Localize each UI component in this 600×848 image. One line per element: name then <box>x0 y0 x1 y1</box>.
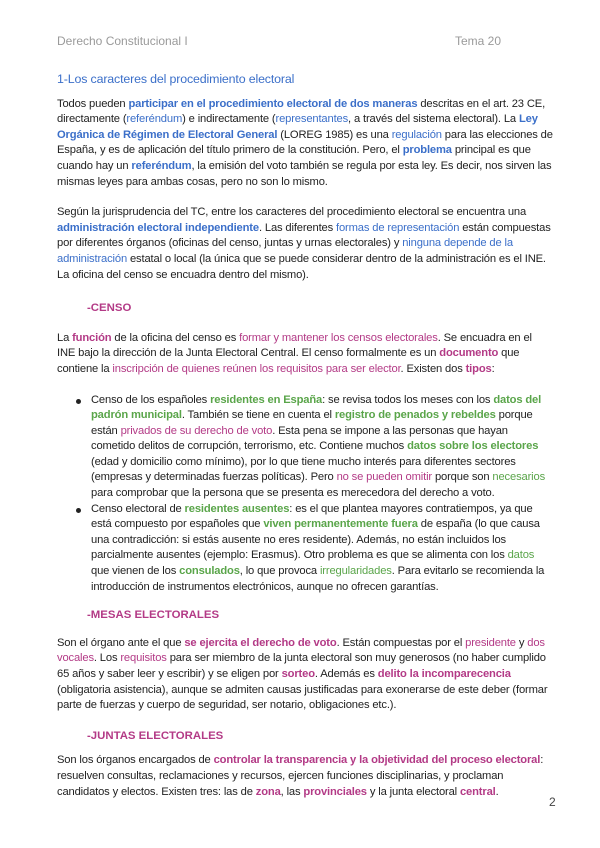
paragraph-juntas <box>57 753 553 800</box>
highlighted-text: central <box>459 785 496 798</box>
text-run: . También se tiene en cuenta el <box>181 409 335 422</box>
highlighted-text: consulados <box>179 565 240 578</box>
text-run: . <box>495 785 499 798</box>
highlighted-text: formar y mantener los censos electorales <box>239 331 438 344</box>
text-run: (edad y domicilio como mínimo), por lo que tiene mucho interés para diferentes sectores (empresas y determinadas fuerzas políticas). Pero <box>91 455 516 484</box>
text-run: principal es que cuando hay un <box>57 144 531 172</box>
highlighted-text: residentes en España <box>210 393 323 406</box>
header-course: Derecho Constitucional I <box>57 34 188 48</box>
highlighted-text: controlar la transparencia y la objetividad del proceso electoral <box>213 754 541 767</box>
highlighted-text: administración electoral independiente <box>57 221 259 234</box>
text-run: . Están compuestas por el <box>336 636 466 649</box>
highlighted-text: requisitos <box>120 652 167 665</box>
text-run: , la emisión del voto también se regula por esta ley. Es decir, nos sirven las mismas leyes para ambas cosas, pero no son lo mismo. <box>57 159 552 188</box>
highlighted-text: residentes ausentes <box>184 502 290 515</box>
text-run: La <box>57 331 73 344</box>
text-run: . Esta pena se impone a las personas que hayan cometido delitos de corrupción, terrorismo, etc. Contiene muchos <box>91 424 508 453</box>
text-run: . Los <box>93 652 121 665</box>
text-run: : <box>491 362 495 375</box>
text-run: . Las diferentes <box>258 221 337 234</box>
highlighted-text: provinciales <box>303 785 367 798</box>
highlighted-text: ninguna depende de la administración <box>57 237 513 265</box>
highlighted-text: irregularidades <box>319 565 392 578</box>
text-run: para comprobar que la persona que se presenta es merecedora del derecho a voto. <box>91 487 495 500</box>
text-run: para las elecciones de España, y es de aplicación del título primero de la constitución. Pero, el <box>57 128 553 157</box>
text-run: descritas en el art. 23 CE, directamente ( <box>57 97 546 126</box>
text-run: , a través del sistema electoral). La <box>348 113 519 126</box>
text-run: Son los órganos encargados de <box>57 754 214 767</box>
text-run: Según la jurisprudencia del TC, entre los caracteres del procedimiento electoral se encuentra una <box>57 206 527 219</box>
text-run: Son el órgano ante el que <box>57 636 185 649</box>
highlighted-text: no se pueden omitir <box>336 471 432 484</box>
text-run: estatal o local (la única que se puede considerar dentro de la administración es el INE. La oficina del censo se encuadra dentro del mismo). <box>57 252 546 281</box>
text-run: que vienen de los <box>91 565 180 578</box>
text-run: que contiene la <box>57 347 520 375</box>
highlighted-text: participar en el procedimiento electoral de dos maneras <box>128 97 418 110</box>
heading-censo: -CENSO <box>87 302 132 315</box>
text-run: : resuelven consultas, reclamaciones y recursos, ejercen funciones disciplinarias, y proclaman candidatos y electos. Existen tres: las de <box>57 754 544 798</box>
text-run: (LOREG 1985) es una <box>277 128 392 141</box>
highlighted-text: zona <box>255 785 281 798</box>
text-run: para ser miembro de la junta electoral son muy generosos (no haber cumplido 65 años y saber leer y escribir) y se eligen por <box>57 652 546 680</box>
highlighted-text: datos del padrón municipal <box>91 393 542 422</box>
highlighted-text: registro de penados y rebeldes <box>334 409 496 422</box>
paragraph-censo <box>57 331 553 378</box>
text-run: , las <box>280 785 304 798</box>
text-run: de españa (lo que causa una contradicción: si estás ausente no eres residente). Además, no están incluidos los parcialmente ausentes (ejemplo: Erasmus). Otro problema es que se alimenta con los <box>91 518 540 562</box>
highlighted-text: Ley Orgánica de Régimen de Electoral General <box>57 113 538 141</box>
highlighted-text: se ejercita el derecho de voto <box>184 636 337 649</box>
text-run: Censo de los españoles <box>91 393 211 406</box>
text-run: de la oficina del censo es <box>111 331 240 344</box>
highlighted-text: representantes <box>275 113 349 126</box>
text-run: porque son <box>432 471 493 484</box>
paragraph-mesas <box>57 636 553 714</box>
text-run: : es el que plantea mayores contratiempos, ya que está compuesto por españoles que <box>91 502 533 531</box>
highlighted-text: sorteo <box>281 668 315 680</box>
highlighted-text: formas de representación <box>336 221 460 234</box>
text-run: . Para evitarlo se recomienda la introducción de instrumentos electrónicos, aunque no ofrecen garantías. <box>91 565 545 593</box>
censo-types-list <box>57 393 553 596</box>
highlighted-text: presidente <box>465 636 516 649</box>
paragraph-jurisprudence <box>57 205 553 283</box>
paragraph-participation <box>57 97 553 191</box>
section-title: 1-Los caracteres del procedimiento electoral <box>57 72 295 86</box>
text-run: Censo electoral de <box>91 502 185 515</box>
highlighted-text: función <box>72 331 112 344</box>
highlighted-text: referéndum <box>126 113 183 126</box>
text-run: porque están <box>91 409 533 437</box>
list-item <box>57 393 553 502</box>
page-number: 2 <box>549 795 556 809</box>
heading-mesas: -MESAS ELECTORALES <box>87 609 220 622</box>
highlighted-text: inscripción de quienes reúnen los requisitos para ser elector <box>112 362 401 375</box>
highlighted-text: problema <box>402 144 452 157</box>
text-run: . Se encuadra en el INE bajo la dirección de la Junta Electoral Central. El censo formalmente es un <box>57 331 532 360</box>
list-item <box>57 502 553 596</box>
highlighted-text: datos sobre los electores <box>407 440 539 453</box>
text-run: . Existen dos <box>400 362 466 375</box>
highlighted-text: regulación <box>391 128 442 141</box>
highlighted-text: privados de su derecho de voto <box>120 424 273 437</box>
document-body <box>57 72 553 815</box>
highlighted-text: necesarios <box>492 471 546 484</box>
heading-juntas: -JUNTAS ELECTORALES <box>87 729 224 742</box>
text-run: Todos pueden <box>57 97 129 110</box>
text-run: : se revisa todos los meses con los <box>322 393 494 406</box>
text-run: . Además es <box>314 668 378 680</box>
highlighted-text: dos vocales <box>57 636 545 665</box>
highlighted-text: referéndum <box>131 159 192 172</box>
text-run: , lo que provoca <box>239 565 320 578</box>
header-topic: Tema 20 <box>455 34 502 48</box>
highlighted-text: tipos <box>465 362 492 375</box>
text-run: (obligatoria asistencia), aunque se admiten causas justificadas para exonerarse de este deber (formar parte de fuerzas y cuerpo de seguridad, ser notario, obligaciones etc.). <box>57 683 548 712</box>
highlighted-text: viven permanentemente fuera <box>263 518 418 531</box>
text-run: ) e indirectamente ( <box>182 113 276 126</box>
text-run: y <box>515 636 528 649</box>
text-run: están compuestas por diferentes órganos (oficinas del censo, juntas y urnas electorales) y <box>57 221 551 250</box>
highlighted-text: datos <box>507 549 535 562</box>
highlighted-text: delito la incomparecencia <box>377 668 511 680</box>
highlighted-text: documento <box>439 347 499 360</box>
text-run: y la junta electoral <box>366 785 460 798</box>
